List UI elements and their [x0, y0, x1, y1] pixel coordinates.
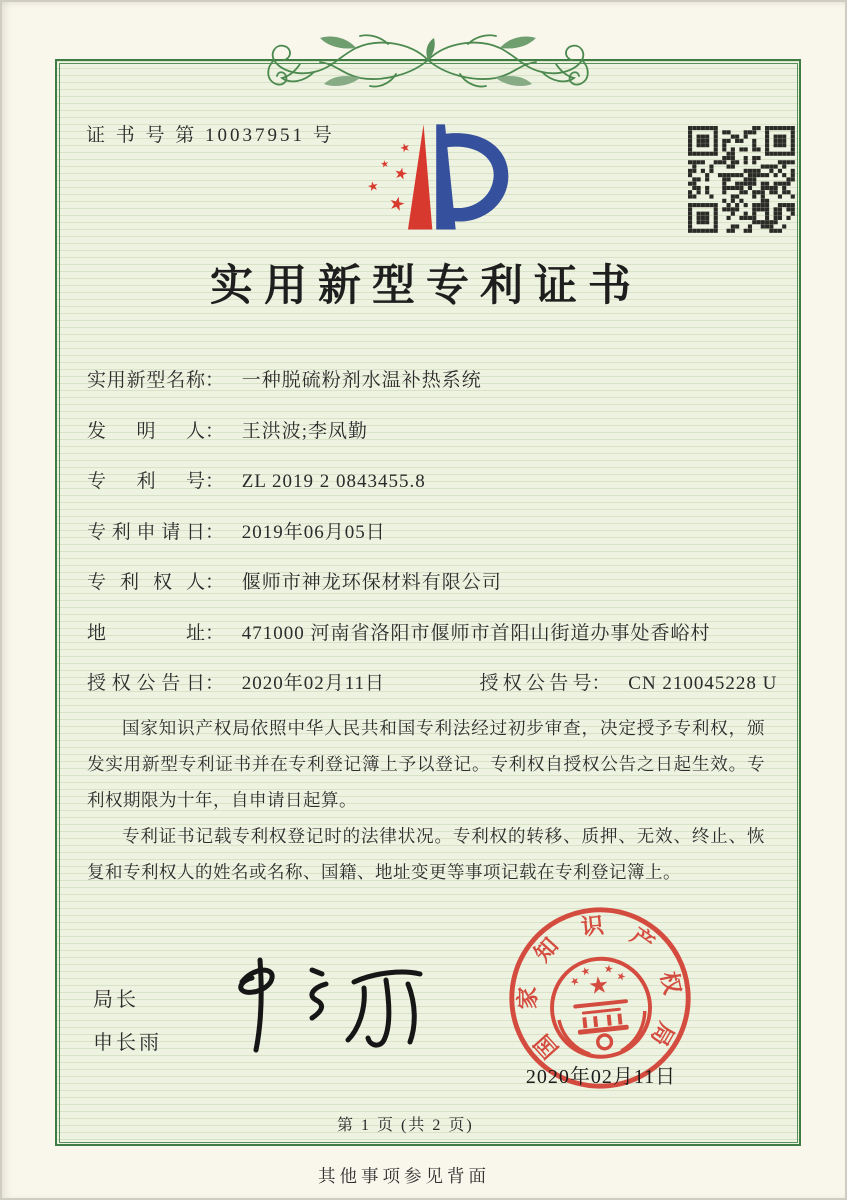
- field-value-patent-number: ZL 2019 2 0843455.8: [241, 471, 426, 492]
- field-label: 专利号: [87, 471, 205, 492]
- svg-text:★: ★: [392, 164, 410, 185]
- field-row-name: [87, 366, 777, 417]
- svg-text:局: 局: [646, 1018, 679, 1051]
- svg-text:识: 识: [579, 912, 605, 940]
- svg-text:★: ★: [586, 972, 611, 1001]
- certificate-fields: [87, 366, 777, 720]
- field-label: 发明人: [87, 420, 205, 442]
- colon: ：: [205, 673, 225, 694]
- colon: ：: [205, 572, 225, 593]
- page-indicator: 第 1 页 (共 2 页): [337, 1117, 474, 1134]
- colon: ：: [205, 622, 225, 644]
- svg-text:★: ★: [579, 964, 593, 980]
- commissioner-title: 局长: [93, 989, 139, 1011]
- field-value-utility-model-name: 一种脱硫粉剂水温补热系统: [241, 370, 482, 391]
- field-value-filing-date: 2019年06月05日: [241, 521, 386, 543]
- field-row-filing-date: [87, 518, 777, 569]
- svg-text:★: ★: [386, 193, 408, 217]
- signature-shen-changyu: [208, 948, 438, 1063]
- svg-text:★: ★: [614, 969, 628, 985]
- legal-paragraph-2: 专利证书记载专利权登记时的法律状况。专利权的转移、质押、无效、终止、恢复和专利权人的姓名或名称、国籍、地址变更等事项记载在专利登记簿上。: [87, 826, 765, 882]
- field-value-patentee: 偃师市神龙环保材料有限公司: [241, 572, 502, 593]
- svg-text:家: 家: [515, 986, 541, 1010]
- field-value-grant-date: 2020年02月11日: [241, 673, 386, 694]
- border-flourish-ornament: [228, 28, 628, 94]
- commissioner-name: 申长雨: [93, 1032, 162, 1054]
- field-label-grant-number: 授权公告号: [479, 673, 592, 694]
- field-label: 授权公告日: [87, 673, 205, 694]
- field-label: 地址: [87, 622, 205, 644]
- field-row-patentee: [87, 568, 777, 619]
- legal-text: [87, 710, 765, 890]
- colon: ：: [205, 420, 225, 442]
- svg-text:★: ★: [567, 974, 583, 990]
- legal-paragraph-1: 国家知识产权局依照中华人民共和国专利法经过初步审查，决定授予专利权，颁发实用新型专利证书并在专利登记簿上予以登记。专利权自授权公告之日起生效。专利权期限为十年，自申请日起算。: [87, 718, 765, 810]
- field-label: 实用新型名称: [87, 370, 205, 391]
- cnipa-logo-icon: [333, 110, 518, 238]
- svg-text:★: ★: [603, 962, 615, 976]
- svg-text:知: 知: [529, 932, 564, 967]
- colon: ：: [591, 673, 611, 694]
- certificate-number: 证 书 号 第 10037951 号: [86, 125, 335, 146]
- field-label: 专利权人: [87, 572, 205, 593]
- field-row-patent-number: [87, 467, 777, 518]
- seal-date: 2020年02月11日: [525, 1066, 677, 1088]
- svg-text:★: ★: [398, 140, 413, 156]
- field-value-grant-number: CN 210045228 U: [628, 673, 778, 694]
- field-row-inventors: [87, 417, 777, 468]
- field-value-address: 471000 河南省洛阳市偃师市首阳山街道办事处香峪村: [241, 622, 711, 644]
- colon: ：: [205, 521, 225, 543]
- national-emblem-icon: [547, 954, 655, 1062]
- svg-text:权: 权: [656, 969, 686, 997]
- svg-text:国: 国: [529, 1029, 564, 1064]
- back-note: 其他事项参见背面: [318, 1166, 490, 1186]
- field-row-address: [87, 619, 777, 670]
- certificate-title: 实用新型专利证书: [210, 263, 642, 310]
- svg-text:产: 产: [625, 922, 659, 957]
- field-value-inventors: 王洪波;李凤勤: [241, 420, 369, 442]
- colon: ：: [205, 370, 225, 391]
- svg-text:★: ★: [366, 178, 381, 195]
- colon: ：: [205, 471, 225, 492]
- qr-code: [688, 126, 795, 233]
- svg-text:★: ★: [379, 158, 391, 171]
- flourish-center-leaf: [426, 38, 434, 60]
- field-label: 专利申请日: [87, 521, 205, 543]
